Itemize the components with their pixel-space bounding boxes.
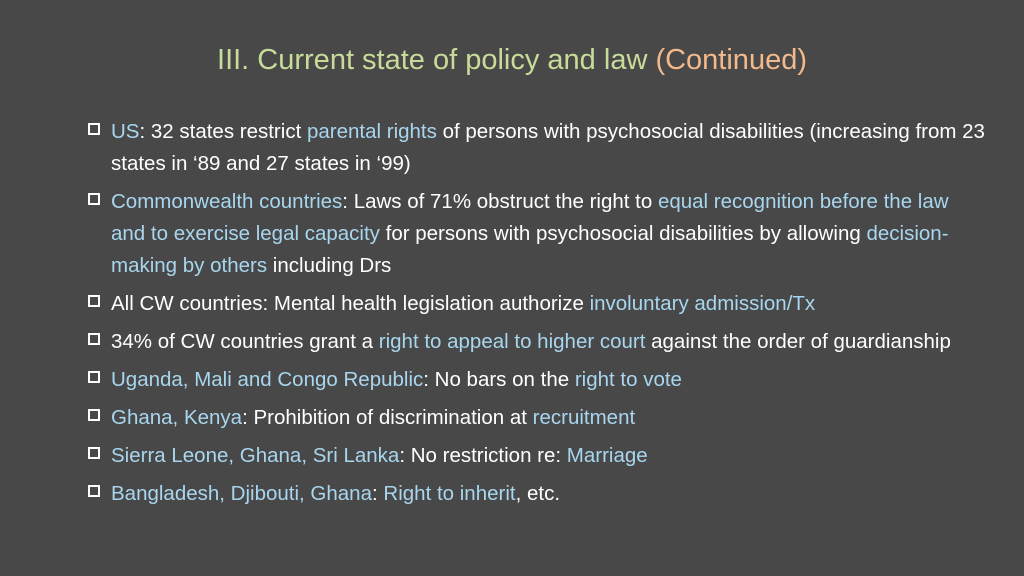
square-bullet-icon bbox=[88, 193, 100, 205]
bullet-item bbox=[86, 288, 986, 320]
square-bullet-icon bbox=[88, 485, 100, 497]
highlighted-text: right to vote bbox=[574, 368, 682, 391]
slide-title bbox=[0, 40, 1024, 80]
bullet-text: of persons with psychosocial disabilities (increasing from 23 states in ‘89 and 27 states in ‘99) bbox=[111, 120, 985, 175]
bullet-item bbox=[86, 440, 986, 472]
square-bullet-icon bbox=[88, 409, 100, 421]
square-bullet-icon bbox=[88, 447, 100, 459]
highlighted-text: Ghana, Kenya bbox=[111, 406, 243, 429]
bullet-text: : 32 states restrict bbox=[139, 120, 307, 143]
bullet-text: , etc. bbox=[515, 482, 561, 505]
square-bullet-icon bbox=[88, 295, 100, 307]
bullet-item bbox=[86, 116, 986, 180]
bullet-item bbox=[86, 186, 986, 282]
highlighted-text: recruitment bbox=[532, 406, 636, 429]
slide-title-main: III. Current state of policy and law bbox=[217, 44, 656, 76]
square-bullet-icon bbox=[88, 371, 100, 383]
bullet-text: including Drs bbox=[267, 254, 392, 277]
highlighted-text: involuntary admission/Tx bbox=[589, 292, 816, 315]
bullet-item bbox=[86, 364, 986, 396]
highlighted-text: US bbox=[111, 120, 140, 143]
bullet-list bbox=[86, 116, 986, 516]
highlighted-text: equal recognition before the law and to exercise legal capacity bbox=[111, 190, 949, 245]
bullet-text: against the order of guardianship bbox=[645, 330, 951, 353]
bullet-text: : bbox=[372, 482, 384, 505]
highlighted-text: Marriage bbox=[566, 444, 648, 467]
highlighted-text: decision-making by others bbox=[111, 222, 949, 277]
highlighted-text: Bangladesh, Djibouti, Ghana bbox=[111, 482, 372, 505]
highlighted-text: Sierra Leone, Ghana, Sri Lanka bbox=[111, 444, 400, 467]
bullet-text: : No bars on the bbox=[423, 368, 575, 391]
bullet-item bbox=[86, 402, 986, 434]
bullet-text: : Laws of 71% obstruct the right to bbox=[342, 190, 658, 213]
square-bullet-icon bbox=[88, 333, 100, 345]
highlighted-text: parental rights bbox=[306, 120, 437, 143]
highlighted-text: right to appeal to higher court bbox=[378, 330, 646, 353]
highlighted-text: Uganda, Mali and Congo Republic bbox=[111, 368, 424, 391]
bullet-item bbox=[86, 478, 986, 510]
highlighted-text: Commonwealth countries bbox=[111, 190, 343, 213]
slide-title-accent: (Continued) bbox=[655, 44, 807, 76]
bullet-text: for persons with psychosocial disabilities by allowing bbox=[379, 222, 867, 245]
square-bullet-icon bbox=[88, 123, 100, 135]
bullet-text: : Prohibition of discrimination at bbox=[242, 406, 533, 429]
bullet-text: : No restriction re: bbox=[399, 444, 567, 467]
bullet-text: All CW countries: Mental health legislation authorize bbox=[111, 292, 590, 315]
bullet-item bbox=[86, 326, 986, 358]
bullet-text: 34% of CW countries grant a bbox=[111, 330, 379, 353]
highlighted-text: Right to inherit bbox=[383, 482, 516, 505]
